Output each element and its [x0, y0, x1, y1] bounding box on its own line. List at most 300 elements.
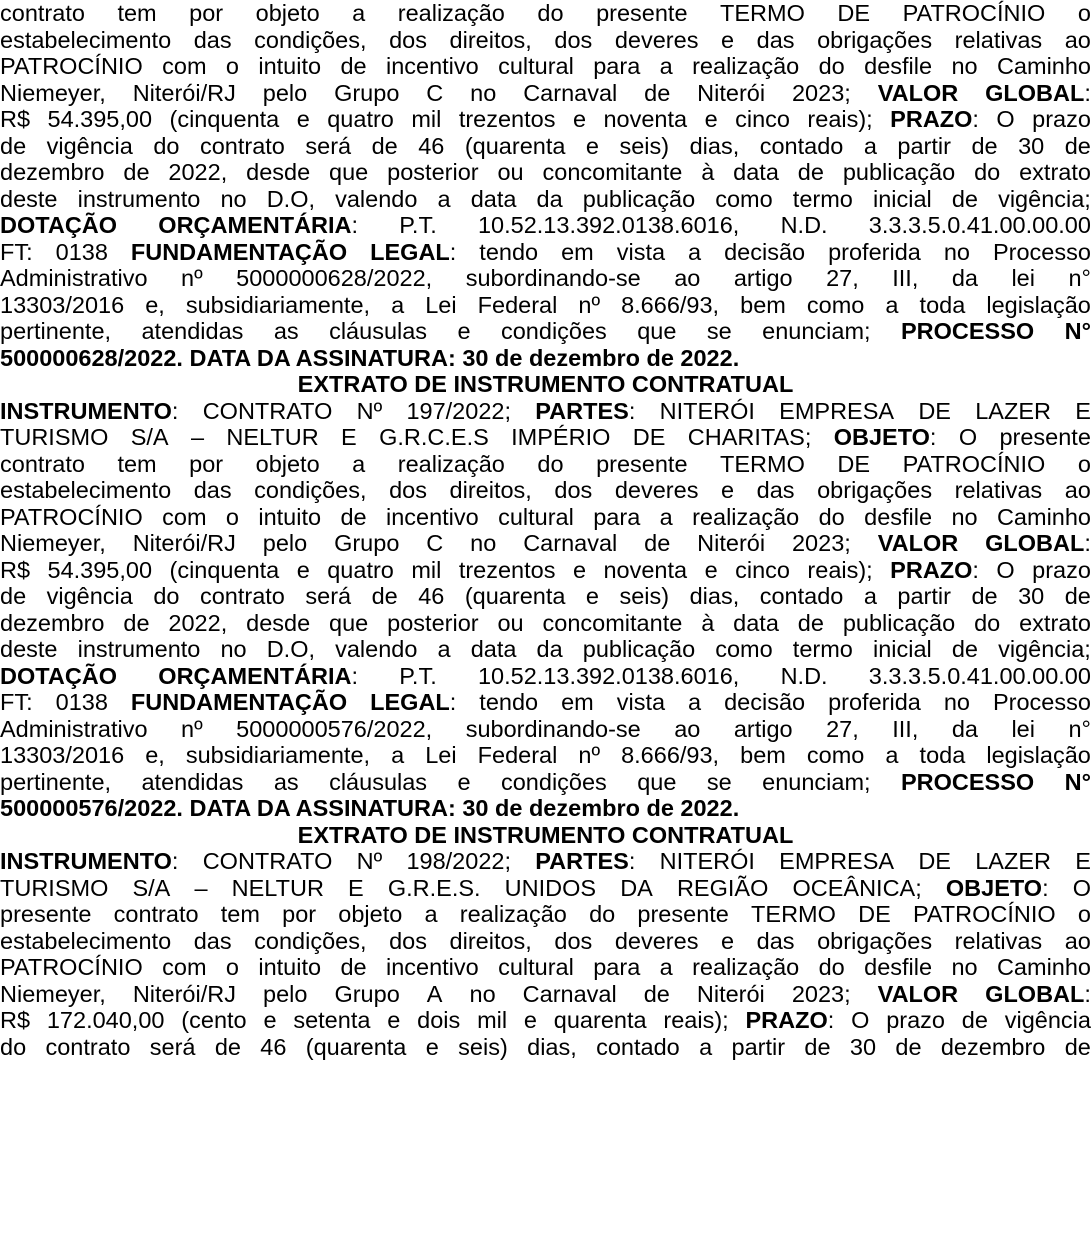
word: ou: [497, 159, 524, 185]
word: Caminho: [996, 954, 1091, 980]
word: nº: [181, 715, 203, 742]
word: EMPRESA: [779, 397, 895, 424]
word: N.D.: [780, 212, 828, 238]
word: e: [704, 556, 718, 583]
word: a: [659, 53, 673, 79]
text-line: [0, 477, 1091, 504]
word: obrigações: [817, 26, 933, 53]
word: bem: [740, 742, 786, 768]
word: com: [162, 503, 207, 530]
word: legislação: [986, 291, 1091, 318]
word: 8.666/93,: [621, 291, 720, 318]
word: G.R.E.S.: [387, 874, 481, 901]
word: condições: [500, 318, 607, 344]
word: [158, 663, 358, 690]
word: atendidas: [141, 768, 244, 795]
word: do: [974, 159, 1001, 185]
word: Nº: [356, 848, 383, 874]
word: 30: [1018, 583, 1045, 609]
word: estabelecimento: [0, 26, 172, 53]
word: III,: [892, 715, 919, 742]
word: cláusulas: [329, 318, 428, 344]
word: TURISMO: [0, 874, 109, 901]
word: 54.395,00: [47, 556, 153, 583]
word: de: [214, 1033, 241, 1060]
word: no: [470, 79, 497, 106]
text-line: [0, 80, 1091, 107]
word: presente: [596, 0, 688, 26]
bold-word: FUNDAMENTAÇÃO: [130, 238, 348, 265]
text-line: [0, 318, 1091, 345]
word: DA: [620, 874, 653, 901]
word: de: [644, 530, 671, 556]
word: e: [585, 132, 599, 159]
word: em: [561, 689, 594, 715]
word: 172.040,00: [46, 1007, 165, 1033]
word: R$: [0, 556, 31, 583]
word: proferida: [828, 689, 921, 715]
word: REGIÃO: [676, 874, 769, 901]
word: ao: [1064, 477, 1091, 503]
word: posterior: [387, 159, 479, 185]
word: toda: [919, 742, 966, 768]
word: DE: [632, 424, 666, 450]
word: e,: [145, 291, 165, 318]
word: do: [537, 0, 564, 26]
word: como: [715, 636, 773, 662]
word: E: [341, 424, 357, 450]
word: PATROCÍNIO: [0, 53, 143, 79]
word: trezentos: [458, 106, 556, 132]
word: tendo: [479, 689, 539, 715]
word: (quarenta: [464, 132, 566, 159]
word: 3.3.3.5.0.41.00.00.00: [868, 212, 1091, 238]
word: desfile: [864, 954, 933, 980]
word: desfile: [864, 503, 933, 530]
bold-word: PRAZO: [890, 556, 973, 583]
word: DE: [918, 848, 951, 874]
word: contrato: [199, 583, 285, 609]
word: tem: [220, 901, 260, 927]
word: e: [296, 556, 310, 583]
word: condições,: [254, 927, 367, 954]
word: a: [688, 238, 702, 265]
word: NELTUR: [226, 424, 319, 450]
word: DE: [918, 397, 951, 424]
word: mil: [411, 106, 442, 132]
word: Niemeyer,: [0, 530, 106, 556]
word: direitos,: [449, 927, 532, 954]
word: O: [1072, 874, 1091, 901]
word: tem: [117, 450, 157, 477]
word: TERMO: [720, 0, 805, 26]
word: [890, 557, 979, 584]
word: dos: [389, 927, 427, 954]
word: de: [971, 583, 998, 609]
word: OCEÂNICA;: [792, 874, 922, 901]
word: contrato: [45, 1033, 131, 1060]
word: do: [0, 1033, 27, 1060]
word: a: [659, 954, 673, 980]
word: LAZER: [975, 848, 1051, 874]
word: deveres: [614, 927, 699, 954]
word: [0, 398, 178, 425]
bold-word: PRAZO: [745, 1007, 828, 1033]
word: intuito: [258, 503, 322, 530]
word: pelo: [262, 79, 308, 106]
word: de: [1064, 1033, 1091, 1060]
word: PATROCÍNIO: [0, 503, 143, 530]
word: de: [0, 132, 27, 159]
word: por: [189, 0, 224, 26]
word: Administrativo: [0, 715, 148, 742]
word: 13303/2016: [0, 742, 125, 768]
text-line: [0, 954, 1091, 981]
word: [985, 80, 1091, 107]
word: do: [153, 132, 180, 159]
word: das: [756, 927, 795, 954]
word: 2022,: [168, 159, 228, 185]
word: A: [426, 980, 443, 1007]
word: vigência;: [998, 185, 1091, 212]
text-line: [0, 901, 1091, 928]
word: e: [721, 26, 735, 53]
word: seis): [619, 132, 670, 159]
word: intuito: [258, 954, 322, 980]
word: [746, 1007, 835, 1034]
word: desfile: [864, 53, 933, 79]
word: à: [701, 159, 715, 185]
bold-text: EXTRATO DE INSTRUMENTO CONTRATUAL: [297, 821, 794, 848]
word: 2022,: [168, 609, 228, 636]
bold-word: ORÇAMENTÁRIA: [158, 212, 352, 238]
word: contrato: [0, 450, 85, 477]
bold-word: VALOR: [877, 530, 959, 556]
word: data: [733, 609, 779, 636]
word: 2023;: [791, 980, 851, 1007]
word: [834, 424, 937, 451]
text-line: [0, 716, 1091, 743]
bold-text: EXTRATO DE INSTRUMENTO CONTRATUAL: [297, 371, 794, 397]
text-line: [0, 689, 1091, 716]
bold-text: 500000576/2022. DATA DA ASSINATURA: 30 de dezembro de 2022.: [0, 795, 740, 821]
word: de: [797, 609, 824, 636]
word: direitos,: [449, 477, 532, 503]
word: R$: [0, 1007, 31, 1033]
word: Carnaval: [523, 530, 618, 556]
word: [0, 848, 178, 875]
bold-word: FUNDAMENTAÇÃO: [130, 689, 348, 715]
word: dezembro: [0, 159, 105, 185]
word: posterior: [387, 609, 479, 636]
word: artigo: [733, 265, 793, 291]
word: dezembro: [0, 609, 105, 636]
text-line: [0, 133, 1091, 160]
word: Niemeyer,: [0, 980, 106, 1007]
word: (cinquenta: [169, 106, 280, 132]
bold-word: VALOR: [877, 79, 959, 106]
word: presente: [999, 424, 1091, 450]
word: ao: [1064, 26, 1091, 53]
word: Grupo: [334, 530, 400, 556]
word: com: [162, 954, 207, 980]
word: e: [457, 768, 471, 795]
word: objeto: [338, 901, 403, 927]
text-line: [0, 822, 1091, 849]
bold-word: N°: [1064, 768, 1091, 795]
text-line: [0, 1007, 1091, 1034]
bold-word: PARTES: [535, 397, 629, 424]
word: pelo: [262, 530, 308, 556]
word: G.R.C.E.S: [379, 424, 489, 450]
word: e: [572, 106, 587, 132]
word: P.T.: [399, 662, 437, 689]
word: Niterói: [697, 79, 766, 106]
word: de: [643, 980, 670, 1007]
word: :: [1084, 980, 1091, 1007]
word: condições: [500, 768, 607, 795]
text-line: [0, 1034, 1091, 1061]
word: a: [863, 132, 877, 159]
word: a: [699, 1033, 713, 1060]
word: Niterói: [697, 530, 766, 556]
text-line: [0, 371, 1091, 398]
word: de: [123, 609, 150, 636]
word: dois: [417, 1007, 461, 1033]
word: o: [225, 503, 239, 530]
bold-word: OBJETO: [945, 874, 1043, 901]
word: será: [149, 1033, 196, 1060]
word: contrato: [0, 0, 85, 26]
word: presente: [637, 901, 729, 927]
word: e: [721, 477, 735, 503]
word: de: [123, 159, 150, 185]
word: 27,: [826, 715, 859, 742]
word: intuito: [258, 53, 322, 79]
word: vigência: [46, 583, 133, 609]
word: a: [391, 291, 405, 318]
word: PATROCÍNIO: [902, 450, 1046, 477]
text-line: [0, 265, 1091, 292]
text-line: [0, 742, 1091, 769]
word: PATROCÍNIO: [912, 901, 1056, 927]
word: Grupo: [334, 79, 400, 106]
word: a: [437, 185, 451, 212]
word: FT:: [0, 689, 33, 715]
word: prazo: [886, 1007, 945, 1033]
word: 3.3.3.5.0.41.00.00.00: [868, 662, 1091, 689]
word: valendo: [335, 636, 418, 662]
word: :: [1084, 79, 1091, 106]
word: cinco: [735, 106, 790, 132]
word: deveres: [614, 477, 699, 503]
word: dos: [389, 477, 427, 503]
word: dos: [389, 26, 427, 53]
word: se: [706, 318, 732, 344]
text-line: [0, 398, 1091, 425]
word: a: [659, 503, 673, 530]
word: (quarenta: [464, 583, 566, 609]
text-line: [0, 159, 1091, 186]
word: cláusulas: [329, 768, 428, 795]
word: das: [193, 927, 232, 954]
word: artigo: [733, 715, 793, 742]
word: estabelecimento: [0, 927, 172, 954]
word: subordinando-se: [465, 715, 641, 742]
word: [158, 212, 358, 239]
word: 5000000576/2022,: [236, 715, 433, 742]
word: reais);: [807, 106, 873, 132]
word: e: [387, 1007, 401, 1033]
word: o: [1077, 901, 1091, 927]
word: setenta: [293, 1007, 371, 1033]
word: desde: [246, 609, 311, 636]
word: mil: [477, 1007, 508, 1033]
word: condições,: [254, 26, 367, 53]
word: :: [351, 212, 359, 238]
word: como: [806, 742, 865, 768]
word: [985, 530, 1091, 557]
word: :: [628, 848, 636, 874]
word: concomitante: [542, 609, 683, 636]
word: obrigações: [817, 477, 933, 503]
word: cultural: [498, 954, 574, 980]
word: IMPÉRIO: [511, 424, 611, 450]
word: cinco: [735, 556, 790, 583]
bold-word: GLOBAL: [985, 980, 1085, 1007]
word: de: [1064, 132, 1091, 159]
word: contado: [759, 132, 844, 159]
bold-word: GLOBAL: [985, 530, 1085, 556]
word: no: [943, 238, 970, 265]
word: Lei: [425, 742, 457, 768]
word: da: [536, 636, 563, 662]
word: :: [972, 556, 979, 583]
word: Caminho: [996, 53, 1091, 79]
word: noventa: [603, 106, 688, 132]
word: CHARITAS;: [687, 424, 812, 450]
word: dias,: [527, 1033, 577, 1060]
text-line: [0, 186, 1091, 213]
word: para: [593, 53, 641, 79]
word: ao: [674, 715, 701, 742]
text-line: [0, 848, 1091, 875]
word: que: [637, 768, 677, 795]
word: DE: [837, 450, 871, 477]
word: (quarenta: [305, 1033, 407, 1060]
word: dias,: [689, 132, 740, 159]
word: inicial: [872, 636, 932, 662]
word: n°: [1068, 715, 1091, 742]
word: publicação: [842, 159, 956, 185]
word: 46: [418, 583, 445, 609]
word: incentivo: [385, 954, 479, 980]
word: e: [296, 106, 310, 132]
word: a: [352, 450, 366, 477]
word: vigência;: [998, 636, 1091, 662]
word: prazo: [1032, 106, 1091, 132]
word: que: [329, 159, 369, 185]
word: nº: [181, 265, 203, 291]
word: deste: [0, 636, 58, 662]
word: D.O,: [266, 636, 316, 662]
word: atendidas: [141, 318, 244, 344]
word: desde: [246, 159, 311, 185]
bold-word: ORÇAMENTÁRIA: [158, 662, 352, 689]
word: e,: [145, 742, 165, 768]
word: como: [806, 291, 865, 318]
word: N.D.: [780, 662, 828, 689]
word: de: [961, 1007, 988, 1033]
word: no: [220, 185, 247, 212]
word: de: [1064, 583, 1091, 609]
text-line: [0, 875, 1091, 902]
text-line: [0, 27, 1091, 54]
word: FT:: [0, 238, 33, 265]
word: dos: [554, 477, 593, 503]
word: tendo: [479, 238, 539, 265]
word: objeto: [255, 450, 320, 477]
word: TERMO: [751, 901, 836, 927]
word: Processo: [992, 238, 1091, 265]
word: :: [351, 662, 359, 689]
word: Administrativo: [0, 265, 148, 291]
word: da: [951, 265, 978, 291]
word: TURISMO: [0, 424, 109, 450]
word: quatro: [327, 556, 394, 583]
word: em: [561, 238, 594, 265]
word: e: [721, 927, 735, 954]
word: contrato: [199, 132, 285, 159]
word: valendo: [335, 185, 418, 212]
text-line: [0, 0, 1091, 27]
word: do: [818, 53, 845, 79]
word: –: [190, 424, 205, 450]
word: 10.52.13.392.0138.6016,: [477, 212, 740, 238]
word: do: [818, 503, 845, 530]
word: das: [193, 477, 232, 503]
word: :: [827, 1007, 835, 1033]
word: da: [536, 185, 563, 212]
word: presente: [0, 901, 92, 927]
text-line: [0, 504, 1091, 531]
bold-word: INSTRUMENTO: [0, 397, 172, 424]
word: obrigações: [817, 927, 933, 954]
text-line: [0, 53, 1091, 80]
word: o: [225, 53, 239, 79]
word: o: [1077, 450, 1091, 477]
text-line: [0, 981, 1091, 1008]
word: reais);: [663, 1007, 729, 1033]
word: dos: [554, 26, 593, 53]
word: tem: [117, 0, 157, 26]
word: Niterói/RJ: [132, 980, 236, 1007]
word: contado: [596, 1033, 680, 1060]
word: enunciam;: [762, 768, 871, 795]
word: E: [1075, 397, 1091, 424]
word: DE: [837, 0, 871, 26]
word: nº: [578, 291, 601, 318]
word: CONTRATO: [202, 397, 333, 424]
word: de: [644, 79, 671, 106]
word: enunciam;: [762, 318, 871, 344]
word: as: [273, 318, 299, 344]
word: contado: [759, 583, 844, 609]
word: prazo: [1032, 556, 1091, 583]
word: para: [593, 954, 641, 980]
word: direitos,: [449, 26, 532, 53]
word: vigência: [1004, 1007, 1091, 1033]
